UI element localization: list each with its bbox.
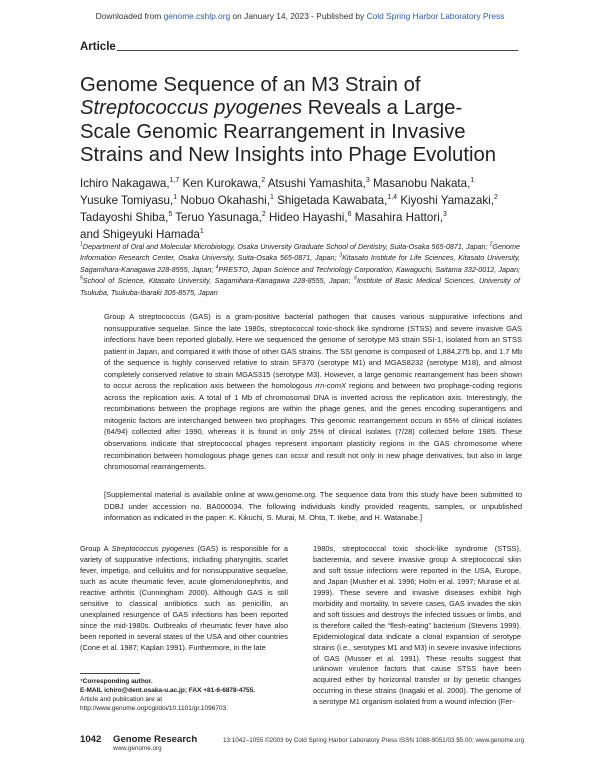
body-column-right: 1980s, streptococcal toxic shock-like syndrome (STSS), bacteremia, and severe invasive group A streptococcal skin and soft tissue infections were reported in the USA, Europe, and Japan (Musher et al. 1996; Holm et al. 1997; Murase et al. 1999). These severe and invasive diseases exhibit high morbidity and mortality. In severe cases, GAS invades the skin and soft tissues and destroys the infected tissues or limbs, and is therefore called the “flesh-eating” bacterium (Stevens 1999). Epidemiological data indicate a clonal expansion of serotype strains (i.e., serotypes M1 and M3) in severe invasive infections of GAS (Musser et al. 1991). These results suggest that unknown virulence factors that cause STSS have been acquired either by horizontal transfer or by genetic changes occurring in these strains (Inagaki et al. 2000). The genome of a serotype M1 organism isolated from a wound infection (Fer- (313, 544, 521, 707)
author: and Shigeyuki Hamada$^1$ (80, 228, 204, 242)
author: Hideo Hayashi,$^6$ (268, 211, 352, 225)
affiliations: $^1$Department of Oral and Molecular Microbiology, Osaka University Graduate School of Dentistry, Suita-Osaka 565-0871, Japan; $^2$Genome Information Research Center, Osaka University, Suita-Osaka 565-0871, Japan; $^3$Kitasato Institute for Life Sciences, Kitasato University, Sagamihara-Kanagawa 228-8555, Japan; $^4$PRESTO, Japan Science and Technology Corporation, Kawaguchi, Saitama 332-0012, Japan; $^5$School of Science, Kitasato University, Sagamihara-Kanagawa 228-8555, Japan; $^6$Institute of Basic Medical Sciences, University of Tsukuba, Tsukuba-Ibaraki 305-8575, Japan (80, 241, 521, 297)
journal-url[interactable]: www.genome.org (113, 745, 162, 752)
publisher-link[interactable]: Cold Spring Harbor Laboratory Press (366, 11, 505, 21)
article-doi: Article and publication are at http://www.genome.org/cgi/doi/10.1101/gr.1096703. (80, 696, 229, 713)
author: Nobuo Okahashi,$^1$ (180, 194, 274, 208)
affiliation: Institute of Basic Medical Sciences, University of Tsukuba, Tsukuba-Ibaraki 305-8575, Japan (80, 276, 520, 297)
footnote-divider (80, 673, 140, 674)
site-link[interactable]: genome.cshlp.org (163, 11, 231, 21)
banner-middle: on January 14, 2023 - Published by (230, 11, 367, 21)
author: Shigetada Kawabata,$^{1,4}$ (277, 194, 398, 208)
corresponding-author: ⁷Corresponding author. (80, 678, 153, 685)
author: Ken Kurokawa,$^2$ (182, 177, 266, 190)
title-species-genus: Streptococcus (80, 97, 209, 120)
author: Teruo Yasunaga,$^2$ (175, 211, 266, 225)
page-number: 1042 (80, 734, 102, 745)
author: Yusuke Tomiyasu,$^1$ (80, 194, 178, 208)
affiliation: Department of Oral and Molecular Microbiology, Osaka University Graduate School of Dentistry, Suita-Osaka 565-0871, Japan; (82, 242, 490, 251)
author: Atsushi Yamashita,$^3$ (267, 177, 370, 190)
footnotes (80, 677, 290, 713)
title-species-name: pyogenes (214, 97, 303, 120)
supplemental-note: [Supplemental material is available online at www.genome.org. The sequence data from this study have been submitted to DDBJ under accession no. BA000034. The following individuals kindly provided reagents, samples, or unpublished information as indicated in the paper: K. Kikuchi, S. Murai, M. Ohta, T. Ikebe, and H. Watanabe.] (104, 490, 522, 523)
affiliation: School of Science, Kitasato University, Sagamihara-Kanagawa 228-8555, Japan; (82, 276, 355, 286)
author: Tadayoshi Shiba,$^5$ (80, 211, 173, 225)
body-column-left: Group A Streptococcus pyogenes (GAS) is responsible for a variety of suppurative infections, including pharyngitis, scarlet fever, impetigo, and cellulitis and for nonsuppurative sequelae, such as acute rheumatic fever, acute glomerulonephritis, and reactive arthritis (Cunningham 2000). Although GAS is still sensitive to classical antibiotics such as penicillin, an unexplained resurgence of GAS infections has been reported since the mid-1980s. Outbreaks of rheumatic fever have also been reported in several states of the USA and other countries (Cone et al. 1987; Kaplan 1991). Furthermore, in the late (80, 544, 288, 652)
author: Masahira Hattori,$^3$ (354, 211, 447, 225)
publication-meta: 13:1042–1055 ©2003 by Cold Spring Harbor Laboratory Press ISSN 1088-9051/03 $5.00; www.genome.org (223, 737, 525, 744)
section-label: Article (80, 41, 116, 53)
banner-prefix: Downloaded from (95, 11, 164, 21)
article-title (80, 74, 500, 168)
title-part2: Reveals a Large-Scale Genomic Rearrangement in Invasive Strains and New Insights into Phage Evolution (80, 97, 497, 167)
author: Masanobu Nakata,$^1$ (373, 177, 475, 190)
affiliation: Kitasato Institute for Life Sciences, Kitasato University, Sagamihara-Kanagawa 228-8555, Japan; (80, 253, 521, 274)
title-part1: Genome Sequence of an M3 Strain of (80, 74, 421, 96)
download-banner (0, 11, 600, 21)
contact-email: E-MAIL ichiro@dent.osaka-u.ac.jp; FAX +81-6-6878-4755. (80, 687, 256, 695)
journal-name: Genome Research (113, 734, 198, 745)
abstract: Group A streptococcus (GAS) is a gram-positive bacterial pathogen that causes various suppurative infections and nonsuppurative sequelae. Since the late 1980s, streptococcal toxic-shock like syndrome (STSS) and severe invasive GAS infections have been reported globally. Here we sequenced the genome of serotype M3 strain SSI-1, isolated from an STSS patient in Japan, and compared it with those of other GAS strains. The SSI genome is composed of 1,884,275 bp, and 1.7 Mb of the sequence is highly conserved relative to strain SF370 (serotype M1) and MGAS8232 (serotype M18), and almost completely conserved relative to strain MGAS315 (serotype M3). However, a large genomic rearrangement has been shown to occur across the replication axis between the homologous rrn-comX regions and between two prophage-coding regions across the replication axis. A total of 1 Mb of chromosomal DNA is inverted across the replication axis. Interestingly, the recombinations between the prophage regions are within the phage genes, and the genes encoding superantigens and mitogenic factors are interchanged between two prophages. This genomic rearrangement occurs in 65% of clinical isolates (64/94) collected after 1990, whereas it is found in only 25% of clinical isolates (7/28) collected before 1985. These observations indicate that streptococcal phages represent important plasticity regions in the GAS chromosome where recombination between homologous phage genes can occur and result not only in new phage derivatives, but also in large chromosomal rearrangements. (104, 312, 522, 472)
affiliation: Genome Information Research Center, Osaka University, Suita-Osaka 565-0871, Japan; (80, 242, 520, 263)
author: Ichiro Nakagawa,$^{1,7}$ (80, 177, 180, 190)
author-list (80, 175, 520, 243)
section-divider (117, 50, 518, 51)
author: Kiyoshi Yamazaki,$^2$ (400, 194, 498, 208)
affiliation: PRESTO, Japan Science and Technology Corporation, Kawaguchi, Saitama 332-0012, Japan; (218, 264, 520, 274)
